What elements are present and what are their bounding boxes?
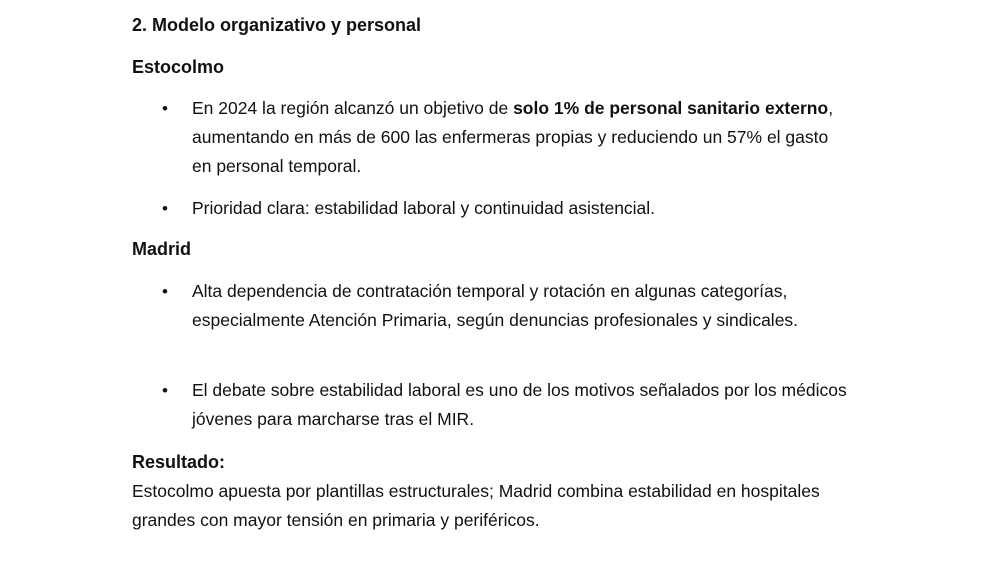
bullet-marker: • <box>162 99 168 118</box>
bullet-marker: • <box>162 381 168 400</box>
list-item-text: En 2024 la región alcanzó un objetivo de solo 1% de personal sanitario externo, aumentando en más de 600 las enfermeras propias y reduciendo un 57% el gasto en personal temporal. <box>192 98 834 176</box>
list-item-madrid-2 <box>132 376 872 436</box>
bullet-marker: • <box>162 282 168 301</box>
list-item-stockholm-1 <box>132 94 872 184</box>
heading-madrid: Madrid <box>132 239 192 259</box>
list-item-madrid-1 <box>132 277 872 367</box>
list-item-text: Prioridad clara: estabilidad laboral y continuidad asistencial. <box>192 198 656 218</box>
section-title: 2. Modelo organizativo y personal <box>132 15 422 35</box>
emphasis-text: solo 1% de personal sanitario externo <box>513 98 829 118</box>
heading-result: Resultado: <box>132 452 226 472</box>
bullet-marker: • <box>162 199 168 218</box>
list-item-text: El debate sobre estabilidad laboral es uno de los motivos señalados por los médicos jóvenes para marcharse tras el MIR. <box>192 380 847 429</box>
heading-stockholm: Estocolmo <box>132 57 225 77</box>
list-item-text: Alta dependencia de contratación temporal y rotación en algunas categorías, especialmente Atención Primaria, según denuncias profesionales y sindicales. <box>192 281 799 330</box>
result-paragraph: Estocolmo apuesta por plantillas estructurales; Madrid combina estabilidad en hospitales grandes con mayor tensión en primaria y periféricos. <box>132 481 820 530</box>
list-item-stockholm-2 <box>132 194 872 224</box>
